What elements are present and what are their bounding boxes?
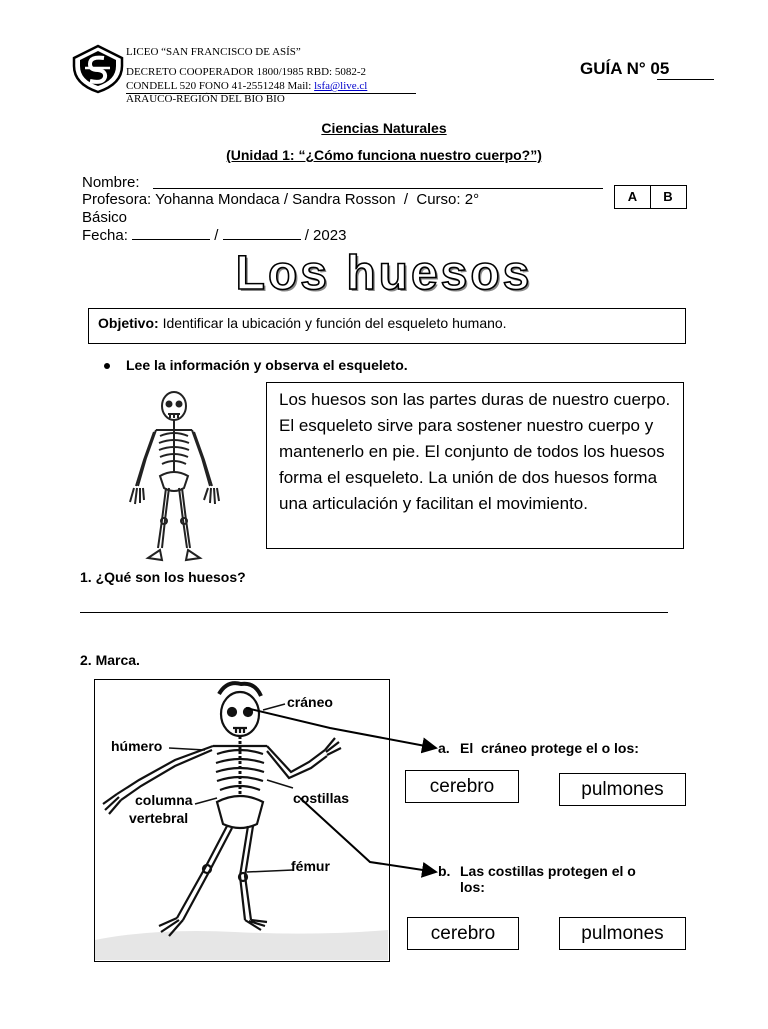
- label-vertebral: vertebral: [129, 810, 189, 826]
- date-year: / 2023: [304, 227, 347, 244]
- skeleton-small-image: [118, 388, 230, 570]
- teacher-line: Profesora: Yohanna Mondaca / Sandra Rosson / Curso: 2°: [82, 191, 480, 208]
- qb-option-cerebro[interactable]: cerebro: [407, 917, 519, 950]
- section-a-box[interactable]: A: [614, 185, 651, 209]
- answer-line-1[interactable]: [80, 596, 668, 613]
- label-costillas: costillas: [293, 790, 350, 806]
- label-femur: fémur: [291, 858, 330, 874]
- qb-text-line1: Las costillas protegen el o: [460, 863, 636, 879]
- date-row: [82, 227, 346, 244]
- unit-title: (Unidad 1: “¿Cómo funciona nuestro cuerpo?”): [226, 147, 542, 163]
- guide-number: GUÍA N° 05: [580, 59, 670, 78]
- school-logo: [70, 44, 126, 94]
- label-humero: húmero: [111, 738, 163, 754]
- date-day-field[interactable]: [132, 227, 210, 240]
- question-1: 1. ¿Qué son los huesos?: [80, 569, 246, 585]
- skeleton-diagram: [94, 679, 390, 962]
- qa-option-cerebro[interactable]: cerebro: [405, 770, 519, 803]
- objective-label: Objetivo:: [98, 315, 159, 331]
- contact-text: CONDELL 520 FONO 41-2551248 Mail:: [126, 80, 312, 92]
- label-craneo: cráneo: [287, 694, 333, 710]
- objective-text: Identificar la ubicación y función del esqueleto humano.: [162, 315, 507, 331]
- info-text: Los huesos son las partes duras de nuestro cuerpo. El esqueleto sirve para sostener nuestro cuerpo y mantenerlo en pie. El conjunto de todos los huesos forma el esqueleto. La unión de dos huesos forma una articulación y facilitan el movimiento.: [279, 390, 671, 513]
- section-boxes: [614, 185, 687, 209]
- guide-underline: [657, 79, 714, 80]
- objective-box: [88, 308, 686, 344]
- school-decree: DECRETO COOPERADOR 1800/1985 RBD: 5082-2: [126, 66, 366, 78]
- teacher-line-2: Básico: [82, 209, 128, 226]
- qa-text: El cráneo protege el o los:: [460, 740, 639, 756]
- name-label: Nombre:: [82, 174, 140, 191]
- date-label: Fecha:: [82, 227, 128, 244]
- question-2: 2. Marca.: [80, 652, 140, 668]
- school-region: ARAUCO-REGIÓN DEL BIO BIO: [126, 93, 285, 105]
- qa-option-pulmones[interactable]: pulmones: [559, 773, 686, 806]
- name-field[interactable]: [153, 173, 603, 189]
- qa-letter: a.: [438, 740, 450, 756]
- date-sep: /: [214, 227, 219, 244]
- qb-text-line2: los:: [460, 879, 485, 895]
- section-b-box[interactable]: B: [650, 185, 687, 209]
- qb-option-pulmones[interactable]: pulmones: [559, 917, 686, 950]
- school-name: LICEO “SAN FRANCISCO DE ASÍS”: [126, 46, 301, 58]
- bullet-icon: [104, 363, 110, 369]
- date-month-field[interactable]: [223, 227, 301, 240]
- label-columna: columna: [135, 792, 193, 808]
- main-title: Los huesos: [235, 247, 533, 300]
- header-rule: [126, 93, 416, 94]
- qb-letter: b.: [438, 863, 451, 879]
- info-box: [266, 382, 684, 549]
- subject-title: Ciencias Naturales: [321, 120, 447, 136]
- mail-link[interactable]: lsfa@live.cl: [314, 80, 368, 92]
- school-contact: [126, 80, 367, 92]
- instruction-text: Lee la información y observa el esqueleto.: [126, 357, 408, 373]
